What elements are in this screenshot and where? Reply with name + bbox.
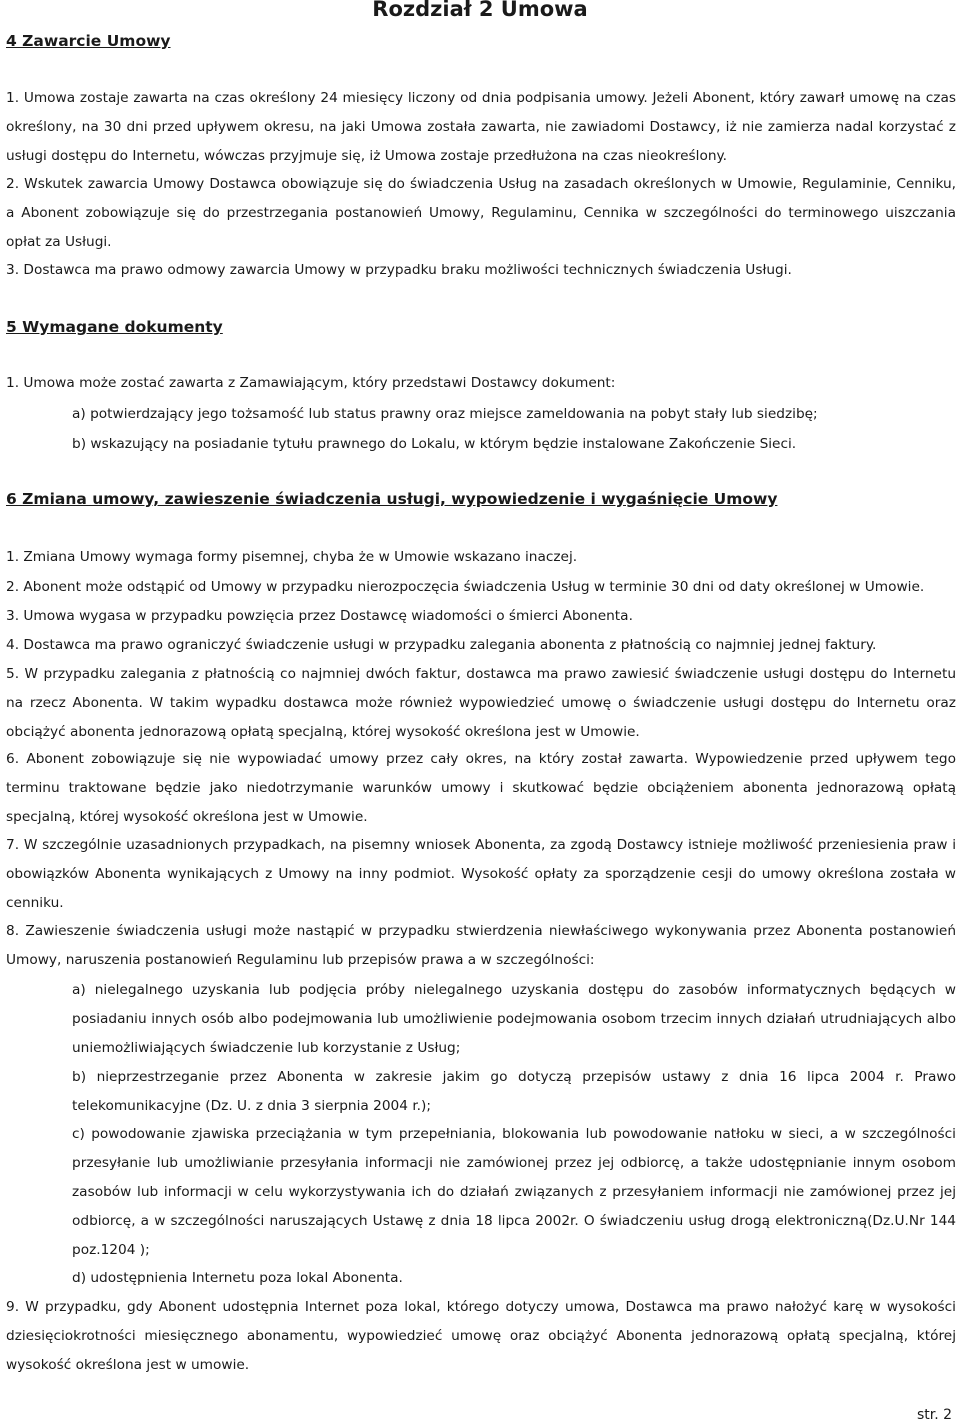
paragraph: 2. Abonent może odstąpić od Umowy w przypadku nierozpoczęcia świadczenia Usług w terminie 30 dni od daty określonej w Umowie.	[6, 579, 925, 595]
paragraph: 9. W przypadku, gdy Abonent udostępnia Internet poza lokal, którego dotyczy umowa, Dostawca ma prawo nałożyć karę w wysokości dziesięciokrotności miesięcznego abonamentu, wypowiedzieć umowę oraz obciążyć Abonenta jednorazową opłatą specjalną, której wysokość określona jest w umowie.	[6, 1299, 956, 1373]
page-number: str. 2	[916, 1407, 952, 1423]
list-item: a) nielegalnego uzyskania lub podjęcia próby nielegalnego uzyskania dostępu do zasobów informatycznych będących w posiadaniu innych osób albo podejmowania lub umożliwienie podejmowania osobom trzecim innych działań utrudniających albo uniemożliwiających świadczenie lub korzystanie z Usług;	[72, 982, 956, 1056]
section-heading-zawarcie-umowy: 4 Zawarcie Umowy	[6, 32, 171, 50]
list-item: b) wskazujący na posiadanie tytułu prawnego do Lokalu, w którym będzie instalowane Zakończenie Sieci.	[72, 436, 797, 452]
paragraph: 6. Abonent zobowiązuje się nie wypowiadać umowy przez cały okres, na który został zawarta. Wypowiedzenie przed upływem tego terminu traktowane będzie jako niedotrzymanie warunków umowy i skutkować będzie obciążeniem abonenta jednorazową opłatą specjalną, której wysokość określona jest w Umowie.	[6, 751, 956, 825]
list-item: a) potwierdzający jego tożsamość lub status prawny oraz miejsce zameldowania na pobyt stały lub siedzibę;	[72, 406, 818, 422]
section-heading-zmiana-umowy: 6 Zmiana umowy, zawieszenie świadczenia usługi, wypowiedzenie i wygaśnięcie Umowy	[6, 490, 778, 508]
paragraph: 3. Dostawca ma prawo odmowy zawarcia Umowy w przypadku braku możliwości technicznych świadczenia Usługi.	[6, 262, 792, 278]
paragraph: 5. W przypadku zalegania z płatnością co najmniej dwóch faktur, dostawca ma prawo zawiesić świadczenie usługi dostępu do Internetu na rzecz Abonenta. W takim wypadku dostawca może również wypowiedzieć umowę o świadczenie usługi dostępu do Internetu oraz obciążyć abonenta jednorazową opłatą specjalną, której wysokość określona jest w Umowie.	[6, 666, 956, 740]
paragraph: 3. Umowa wygasa w przypadku powzięcia przez Dostawcę wiadomości o śmierci Abonenta.	[6, 608, 633, 624]
list-item: c) powodowanie zjawiska przeciążania w tym przepełniania, blokowania lub powodowanie natłoku w sieci, a w szczególności przesyłanie lub umożliwianie przesyłania informacji nie zamówionej przez jej odbiorcę, a także udostępnianie innym osobom zasobów lub informacji w celu wykorzystywania ich do działań związanych z przesyłaniem informacji nie zamówionej przez jej odbiorcę, a w szczególności naruszających Ustawę z dnia 18 lipca 2002r. O świadczeniu usług drogą elektroniczną(Dz.U.Nr 144 poz.1204 );	[72, 1126, 956, 1258]
paragraph: 1. Umowa może zostać zawarta z Zamawiającym, który przedstawi Dostawcy dokument:	[6, 375, 616, 391]
paragraph: 1. Zmiana Umowy wymaga formy pisemnej, chyba że w Umowie wskazano inaczej.	[6, 549, 578, 565]
section-heading-wymagane-dokumenty: 5 Wymagane dokumenty	[6, 318, 223, 336]
chapter-title: Rozdział 2 Umowa	[372, 0, 588, 21]
paragraph: 8. Zawieszenie świadczenia usługi może nastąpić w przypadku stwierdzenia niewłaściwego wykonywania przez Abonenta postanowień Umowy, naruszenia postanowień Regulaminu lub przepisów prawa a w szczególności:	[6, 923, 956, 968]
list-item: b) nieprzestrzeganie przez Abonenta w zakresie jakim go dotyczą przepisów ustawy z dnia 16 lipca 2004 r. Prawo telekomunikacyjne (Dz. U. z dnia 3 sierpnia 2004 r.);	[72, 1069, 956, 1114]
paragraph: 4. Dostawca ma prawo ograniczyć świadczenie usługi w przypadku zalegania abonenta z płatnością co najmniej jednej faktury.	[6, 637, 877, 653]
paragraph: 2. Wskutek zawarcia Umowy Dostawca obowiązuje się do świadczenia Usług na zasadach określonych w Umowie, Regulaminie, Cenniku, a Abonent zobowiązuje się do przestrzegania postanowień Umowy, Regulaminu, Cennika w szczególności do terminowego uiszczania opłat za Usługi.	[6, 176, 956, 250]
paragraph: 7. W szczególnie uzasadnionych przypadkach, na pisemny wniosek Abonenta, za zgodą Dostawcy istnieje możliwość przeniesienia praw i obowiązków Abonenta wynikających z Umowy na inny podmiot. Wysokość opłaty za sporządzenie cesji do umowy określona została w cenniku.	[6, 837, 956, 911]
list-item: d) udostępnienia Internetu poza lokal Abonenta.	[72, 1270, 403, 1286]
paragraph: 1. Umowa zostaje zawarta na czas określony 24 miesięcy liczony od dnia podpisania umowy. Jeżeli Abonent, który zawarł umowę na czas określony, na 30 dni przed upływem okresu, na jaki Umowa została zawarta, nie zawiadomi Dostawcy, iż nie zamierza nadal korzystać z usługi dostępu do Internetu, wówczas przyjmuje się, iż Umowa zostaje przedłużona na czas nieokreślony.	[6, 90, 956, 164]
